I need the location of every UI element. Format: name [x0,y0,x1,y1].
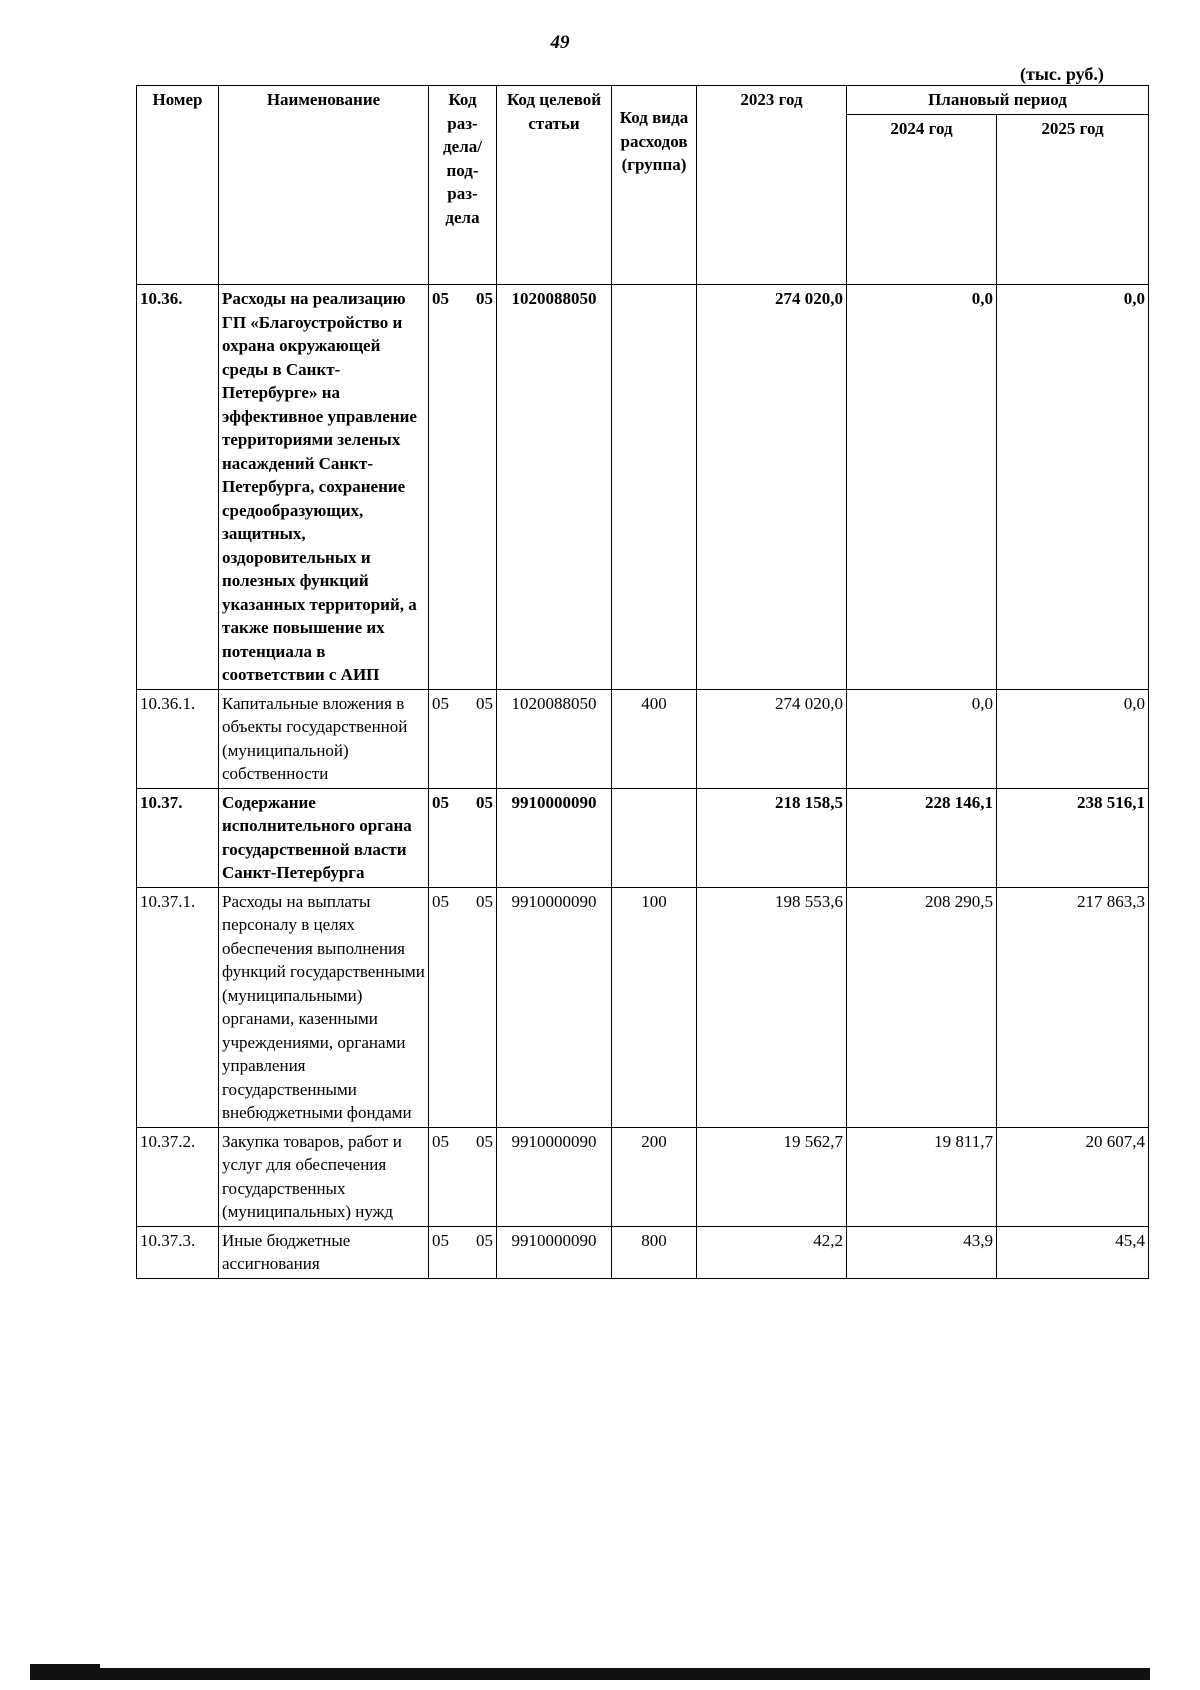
header-target-code: Код целевой статьи [497,86,612,285]
row-subsection-code: 05 [476,1131,493,1151]
row-y2025: 0,0 [997,689,1149,788]
budget-table [136,85,1149,1279]
row-number: 10.36. [137,285,219,690]
row-section [429,689,497,788]
table-row [137,1127,1149,1226]
header-year-2023: 2023 год [697,86,847,285]
row-number: 10.37.2. [137,1127,219,1226]
row-subsection-code: 05 [476,891,493,911]
row-number: 10.37.3. [137,1226,219,1278]
row-type: 400 [612,689,697,788]
row-y2023: 198 553,6 [697,887,847,1127]
row-y2023: 274 020,0 [697,689,847,788]
row-subsection-code: 05 [476,693,493,713]
row-section-code: 05 [432,693,449,713]
row-number: 10.37.1. [137,887,219,1127]
row-y2024: 228 146,1 [847,788,997,887]
row-section-code: 05 [432,792,449,812]
row-y2025: 238 516,1 [997,788,1149,887]
row-name: Закупка товаров, работ и услуг для обеспечения государственных (муниципальных) нужд [219,1127,429,1226]
row-section [429,1127,497,1226]
row-subsection-code: 05 [476,792,493,812]
row-number: 10.36.1. [137,689,219,788]
row-section-code: 05 [432,289,449,308]
row-target: 1020088050 [497,689,612,788]
row-target: 9910000090 [497,1127,612,1226]
header-planned-period: Плановый период [847,86,1149,115]
header-name: Наименование [219,86,429,285]
row-y2023: 274 020,0 [697,285,847,690]
row-target: 9910000090 [497,887,612,1127]
scan-footer-bar [30,1668,1150,1680]
row-target: 9910000090 [497,788,612,887]
row-y2024: 43,9 [847,1226,997,1278]
table-row [137,1226,1149,1278]
row-type: 100 [612,887,697,1127]
row-type: 800 [612,1226,697,1278]
row-name: Содержание исполнительного органа государственной власти Санкт-Петербурга [219,788,429,887]
row-section-code: 05 [432,1230,449,1250]
row-type [612,285,697,690]
row-y2023: 42,2 [697,1226,847,1278]
header-number: Номер [137,86,219,285]
row-section [429,887,497,1127]
table-row [137,285,1149,690]
table-row [137,689,1149,788]
row-target: 1020088050 [497,285,612,690]
row-subsection-code: 05 [476,289,493,308]
units-label: (тыс. руб.) [1020,64,1104,84]
row-name: Расходы на выплаты персоналу в целях обеспечения выполнения функций государственными (муниципальными) органами, казенными учреждениями, органами управления государственными внебюджетными фондами [219,887,429,1127]
row-y2025: 20 607,4 [997,1127,1149,1226]
row-y2025: 217 863,3 [997,887,1149,1127]
table-row [137,887,1149,1127]
row-target: 9910000090 [497,1226,612,1278]
row-name: Иные бюджетные ассигнования [219,1226,429,1278]
row-section [429,285,497,690]
row-type: 200 [612,1127,697,1226]
row-section-code: 05 [432,1131,449,1151]
table-row [137,788,1149,887]
row-number: 10.37. [137,788,219,887]
row-y2023: 19 562,7 [697,1127,847,1226]
row-y2025: 45,4 [997,1226,1149,1278]
row-type [612,788,697,887]
header-year-2025: 2025 год [997,115,1149,285]
row-section [429,788,497,887]
row-name: Капитальные вложения в объекты государственной (муниципальной) собственности [219,689,429,788]
row-y2023: 218 158,5 [697,788,847,887]
row-section [429,1226,497,1278]
row-subsection-code: 05 [476,1230,493,1250]
row-name: Расходы на реализацию ГП «Благоустройство и охрана окружающей среды в Санкт-Петербурге» на эффективное управление территориями зеленых насаждений Санкт-Петербурга, сохранение средообразующих, защитных, оздоровительных и полезных функций указанных территорий, а также повышение их потенциала в соответствии с АИП [219,285,429,690]
header-expense-type: Код вида расходов (группа) [612,86,697,285]
row-y2024: 208 290,5 [847,887,997,1127]
page-number: 49 [550,32,570,53]
header-year-2024: 2024 год [847,115,997,285]
row-y2025: 0,0 [997,285,1149,690]
header-section-code: Код раз- дела/ под- раз- дела [429,86,497,285]
row-y2024: 0,0 [847,285,997,690]
header-row [137,86,1149,115]
row-y2024: 19 811,7 [847,1127,997,1226]
row-y2024: 0,0 [847,689,997,788]
row-section-code: 05 [432,891,449,911]
